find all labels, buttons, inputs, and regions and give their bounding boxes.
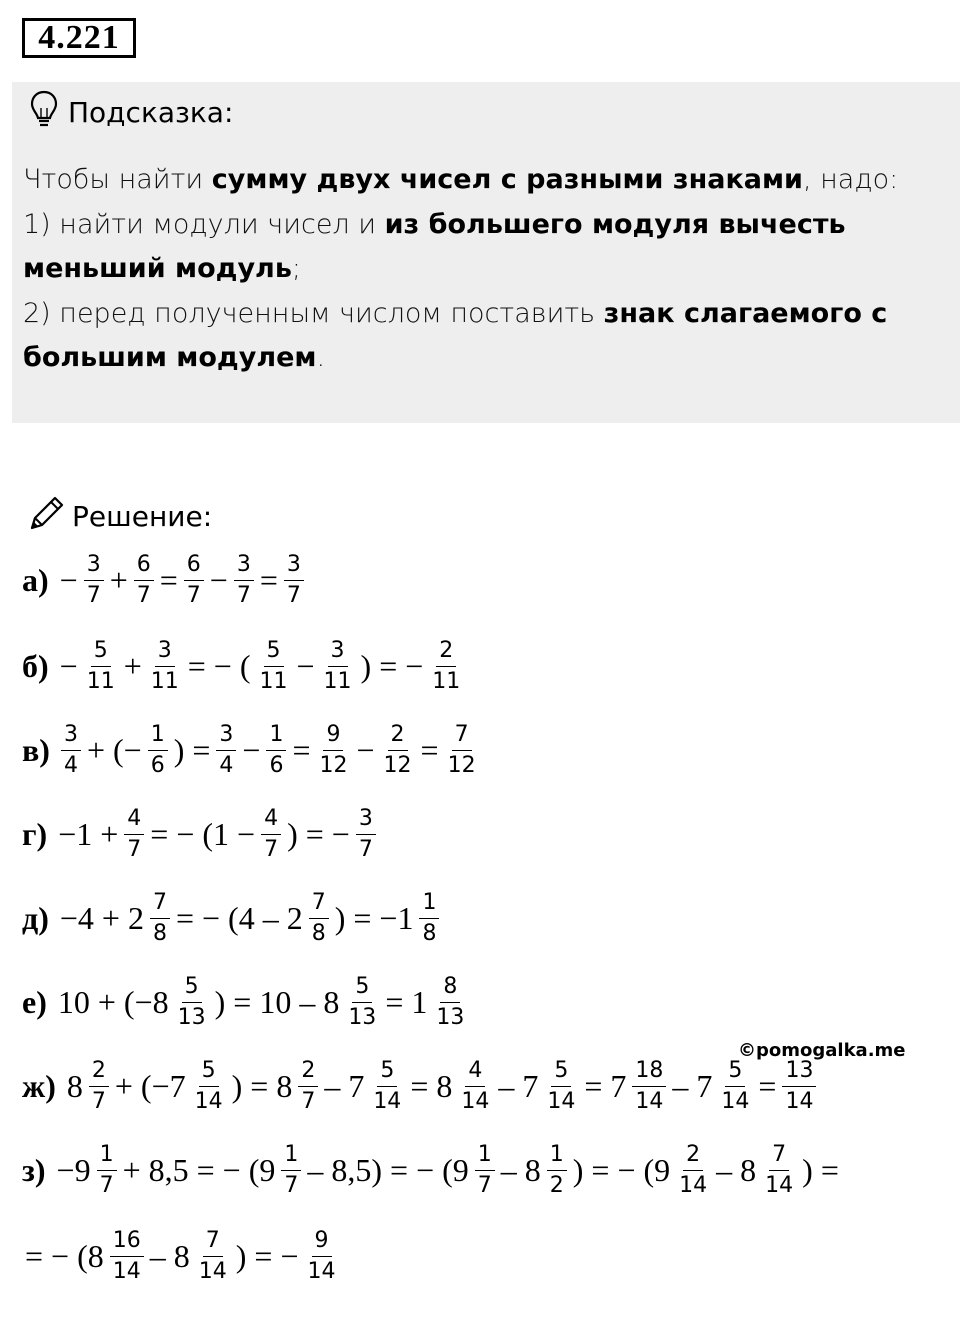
fraction-denominator: 8 <box>152 920 167 946</box>
math-text: = <box>292 731 311 768</box>
item-label: б) <box>22 647 49 684</box>
math-text: – 7 <box>498 1067 539 1104</box>
fraction <box>196 1229 230 1284</box>
item-label: е) <box>22 983 47 1020</box>
fraction-numerator: 1 <box>97 1143 117 1171</box>
fraction <box>148 723 168 778</box>
fraction-denominator: 14 <box>721 1088 750 1114</box>
fraction <box>257 639 291 694</box>
math-text: = <box>758 1067 777 1104</box>
fraction-numerator: 5 <box>725 1059 745 1087</box>
fraction <box>632 1059 666 1114</box>
fraction-numerator: 3 <box>84 553 104 581</box>
hint-box <box>12 82 960 423</box>
fraction-numerator: 5 <box>352 975 372 1003</box>
solution-line <box>22 972 470 1032</box>
fraction-numerator: 3 <box>284 553 304 581</box>
fraction-denominator: 14 <box>765 1172 794 1198</box>
fraction-denominator: 7 <box>264 836 279 862</box>
fraction <box>356 807 376 862</box>
math-text: ) = − <box>235 1237 299 1274</box>
fraction <box>475 1143 495 1198</box>
fraction <box>281 1143 301 1198</box>
math-text: = − (4 – 2 <box>175 899 303 936</box>
math-text: − <box>59 561 78 598</box>
fraction <box>192 1059 226 1114</box>
lightbulb-icon <box>30 90 58 135</box>
item-label: в) <box>22 731 50 768</box>
item-label: а) <box>22 561 49 598</box>
math-text: ) = − <box>287 815 350 852</box>
fraction-numerator: 1 <box>419 891 439 919</box>
math-text: ) = 8 <box>231 1067 293 1104</box>
fraction-denominator: 4 <box>219 752 234 778</box>
fraction-numerator: 5 <box>199 1059 219 1087</box>
fraction-numerator: 7 <box>769 1143 789 1171</box>
fraction-denominator: 14 <box>194 1088 223 1114</box>
math-text: ) = − <box>360 647 424 684</box>
math-text: + (− <box>86 731 142 768</box>
fraction-denominator: 7 <box>477 1172 492 1198</box>
pencil-icon <box>26 494 66 539</box>
fraction-denominator: 7 <box>236 582 251 608</box>
fraction-denominator: 7 <box>127 836 142 862</box>
math-text: = <box>159 561 178 598</box>
fraction-denominator: 14 <box>112 1258 141 1284</box>
task-number-badge: 4.221 <box>22 18 136 58</box>
fraction-denominator: 14 <box>635 1088 664 1114</box>
solution-title: Решение: <box>72 499 213 533</box>
fraction <box>150 891 170 946</box>
fraction-numerator: 1 <box>148 723 168 751</box>
fraction-numerator: 3 <box>155 639 175 667</box>
fraction-denominator: 12 <box>319 752 348 778</box>
fraction <box>184 553 204 608</box>
fraction <box>547 1143 567 1198</box>
fraction-denominator: 7 <box>91 1088 106 1114</box>
fraction-numerator: 5 <box>551 1059 571 1087</box>
fraction-numerator: 5 <box>377 1059 397 1087</box>
fraction-denominator: 12 <box>383 752 412 778</box>
math-text: ) = −1 <box>334 899 414 936</box>
fraction <box>762 1143 796 1198</box>
math-text: = − (8 <box>25 1237 104 1274</box>
fraction-denominator: 7 <box>186 582 201 608</box>
fraction <box>309 891 329 946</box>
fraction-denominator: 11 <box>259 668 288 694</box>
fraction <box>316 723 350 778</box>
fraction <box>321 639 355 694</box>
fraction-denominator: 7 <box>358 836 373 862</box>
fraction-denominator: 14 <box>198 1258 227 1284</box>
fraction-denominator: 11 <box>323 668 352 694</box>
item-label: д) <box>22 899 49 936</box>
fraction-numerator: 3 <box>216 723 236 751</box>
solution-line <box>22 804 379 864</box>
fraction-denominator: 6 <box>150 752 165 778</box>
math-text: – 8 <box>716 1151 757 1188</box>
fraction-numerator: 5 <box>182 975 202 1003</box>
fraction <box>89 1059 109 1114</box>
fraction-denominator: 14 <box>785 1088 814 1114</box>
watermark: ©pomogalka.me <box>738 1040 906 1061</box>
fraction-numerator: 2 <box>298 1059 318 1087</box>
fraction <box>124 807 144 862</box>
solution-line <box>22 720 482 780</box>
math-text: ) = <box>802 1151 839 1188</box>
math-text: = 1 <box>385 983 428 1020</box>
fraction-numerator: 7 <box>150 891 170 919</box>
math-text: −9 <box>56 1151 91 1188</box>
fraction-numerator: 1 <box>281 1143 301 1171</box>
math-text: − <box>296 647 315 684</box>
fraction-numerator: 2 <box>436 639 456 667</box>
fraction <box>298 1059 318 1114</box>
item-label: з) <box>22 1151 46 1188</box>
fraction-numerator: 1 <box>475 1143 495 1171</box>
math-text: −1 + <box>58 815 119 852</box>
fraction <box>261 807 281 862</box>
item-label: ж) <box>22 1067 56 1104</box>
fraction-denominator: 12 <box>447 752 476 778</box>
fraction <box>429 639 463 694</box>
fraction <box>148 639 182 694</box>
fraction <box>718 1059 752 1114</box>
math-text: = <box>259 561 278 598</box>
fraction-numerator: 5 <box>91 639 111 667</box>
fraction-denominator: 11 <box>150 668 179 694</box>
fraction-numerator: 4 <box>465 1059 485 1087</box>
math-text: + <box>123 647 142 684</box>
math-text: − <box>242 731 261 768</box>
fraction-denominator: 8 <box>311 920 326 946</box>
solution-line <box>22 1140 842 1200</box>
fraction-denominator: 13 <box>348 1004 377 1030</box>
solution-line <box>22 636 466 696</box>
fraction-denominator: 11 <box>86 668 115 694</box>
fraction-denominator: 4 <box>63 752 78 778</box>
math-text: – 7 <box>672 1067 713 1104</box>
fraction <box>234 553 254 608</box>
math-text: – 8,5) = − (9 <box>307 1151 469 1188</box>
fraction-numerator: 7 <box>309 891 329 919</box>
fraction-numerator: 3 <box>328 639 348 667</box>
fraction <box>97 1143 117 1198</box>
fraction-numerator: 3 <box>234 553 254 581</box>
fraction-denominator: 14 <box>307 1258 336 1284</box>
fraction <box>445 723 479 778</box>
fraction-numerator: 16 <box>110 1229 144 1257</box>
math-text: −4 + 2 <box>59 899 144 936</box>
fraction <box>134 553 154 608</box>
math-text: = − (1 − <box>150 815 256 852</box>
fraction-numerator: 4 <box>124 807 144 835</box>
math-text: = 7 <box>584 1067 627 1104</box>
fraction-numerator: 3 <box>356 807 376 835</box>
hint-text: Чтобы найти сумму двух чисел с разными знаками, надо: 1) найти модули чисел и из большего модуля вычесть меньший модуль; 2) перед полученным числом поставить знак слагаемого с большим модулем. <box>23 164 899 373</box>
fraction-denominator: 7 <box>301 1088 316 1114</box>
math-text: – 8 <box>500 1151 541 1188</box>
fraction-numerator: 2 <box>683 1143 703 1171</box>
hint-header <box>30 90 233 134</box>
math-text: – 7 <box>324 1067 365 1104</box>
fraction-numerator: 2 <box>388 723 408 751</box>
fraction <box>458 1059 492 1114</box>
fraction-denominator: 7 <box>284 1172 299 1198</box>
fraction-denominator: 7 <box>86 582 101 608</box>
fraction-numerator: 1 <box>266 723 286 751</box>
fraction-numerator: 6 <box>134 553 154 581</box>
fraction <box>84 639 118 694</box>
fraction <box>110 1229 144 1284</box>
math-text: − <box>59 647 78 684</box>
fraction-numerator: 9 <box>312 1229 332 1257</box>
fraction-denominator: 14 <box>373 1088 402 1114</box>
solution-line <box>22 888 442 948</box>
math-text: + (−7 <box>114 1067 186 1104</box>
math-text: ) = <box>173 731 211 768</box>
fraction <box>782 1059 816 1114</box>
fraction-denominator: 14 <box>461 1088 490 1114</box>
hint-title: Подсказка: <box>68 95 234 129</box>
fraction <box>433 975 467 1030</box>
fraction-denominator: 6 <box>269 752 284 778</box>
math-text: 8 <box>66 1067 83 1104</box>
fraction <box>381 723 415 778</box>
fraction <box>345 975 379 1030</box>
fraction-denominator: 13 <box>177 1004 206 1030</box>
math-text: ) = − (9 <box>572 1151 671 1188</box>
fraction <box>61 723 81 778</box>
fraction <box>266 723 286 778</box>
solution-line <box>22 550 307 610</box>
math-text: = 8 <box>410 1067 453 1104</box>
fraction-numerator: 8 <box>440 975 460 1003</box>
math-text: – 8 <box>149 1237 190 1274</box>
fraction <box>370 1059 404 1114</box>
solution-header <box>26 494 212 538</box>
fraction <box>305 1229 339 1284</box>
fraction-denominator: 11 <box>432 668 461 694</box>
fraction-denominator: 8 <box>422 920 437 946</box>
fraction <box>284 553 304 608</box>
fraction-numerator: 2 <box>89 1059 109 1087</box>
fraction-denominator: 2 <box>549 1172 564 1198</box>
math-text: 10 + (−8 <box>57 983 169 1020</box>
fraction-numerator: 1 <box>547 1143 567 1171</box>
math-text: + <box>109 561 128 598</box>
fraction <box>544 1059 578 1114</box>
fraction <box>84 553 104 608</box>
fraction <box>419 891 439 946</box>
solution-line <box>22 1226 342 1286</box>
math-text: − <box>209 561 228 598</box>
fraction <box>175 975 209 1030</box>
fraction-denominator: 14 <box>547 1088 576 1114</box>
fraction <box>676 1143 710 1198</box>
solution-line <box>22 1056 819 1116</box>
math-text: + 8,5 = − (9 <box>122 1151 276 1188</box>
fraction-numerator: 7 <box>203 1229 223 1257</box>
math-text: = − ( <box>187 647 251 684</box>
fraction-numerator: 18 <box>632 1059 666 1087</box>
fraction-numerator: 5 <box>264 639 284 667</box>
fraction-denominator: 7 <box>99 1172 114 1198</box>
fraction-numerator: 13 <box>782 1059 816 1087</box>
math-text: = <box>420 731 439 768</box>
math-text: ) = 10 – 8 <box>214 983 340 1020</box>
fraction-numerator: 6 <box>184 553 204 581</box>
fraction-numerator: 4 <box>261 807 281 835</box>
fraction-denominator: 13 <box>436 1004 465 1030</box>
fraction-denominator: 7 <box>136 582 151 608</box>
fraction-denominator: 7 <box>286 582 301 608</box>
fraction-numerator: 9 <box>323 723 343 751</box>
fraction <box>216 723 236 778</box>
math-text: − <box>356 731 375 768</box>
fraction-numerator: 7 <box>452 723 472 751</box>
fraction-denominator: 14 <box>679 1172 708 1198</box>
item-label: г) <box>22 815 48 852</box>
fraction-numerator: 3 <box>61 723 81 751</box>
